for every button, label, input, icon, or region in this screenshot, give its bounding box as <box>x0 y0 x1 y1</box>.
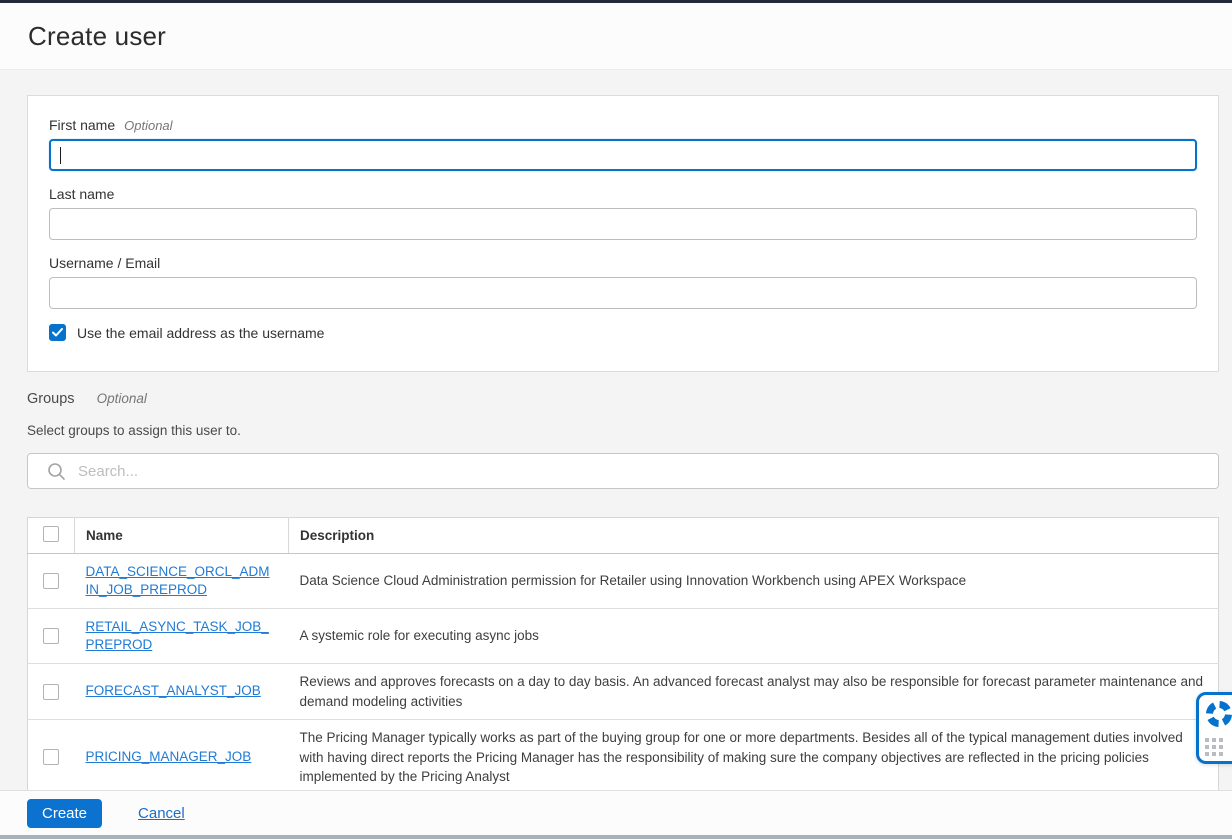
table-row <box>28 720 1219 796</box>
text-caret <box>60 147 61 164</box>
group-description: Reviews and approves forecasts on a day to day basis. An advanced forecast analyst may also be responsible for forecast parameter maintenance and demand modeling activities <box>289 664 1219 720</box>
help-widget-button[interactable] <box>1196 692 1232 764</box>
lifebuoy-icon <box>1205 700 1232 728</box>
create-button[interactable]: Create <box>27 799 102 828</box>
group-link[interactable]: DATA_SCIENCE_ORCL_ADMIN_JOB_PREPROD <box>85 563 270 597</box>
row-checkbox[interactable] <box>43 573 59 589</box>
select-all-header-cell <box>28 518 75 554</box>
groups-subtitle: Select groups to assign this user to. <box>27 423 241 438</box>
row-checkbox[interactable] <box>43 628 59 644</box>
last-name-input[interactable] <box>49 208 1197 240</box>
groups-table <box>27 517 1219 814</box>
window-bottom-edge <box>0 835 1232 839</box>
page-header <box>0 3 1232 70</box>
table-row <box>28 664 1219 720</box>
select-all-checkbox[interactable] <box>43 526 59 542</box>
group-link[interactable]: RETAIL_ASYNC_TASK_JOB_PREPROD <box>85 618 269 652</box>
username-input[interactable] <box>49 277 1197 309</box>
last-name-label: Last name <box>49 186 115 202</box>
name-column-header: Name <box>75 518 289 554</box>
last-name-field <box>49 186 1197 240</box>
email-as-username-checkbox[interactable] <box>49 324 66 341</box>
cancel-link[interactable]: Cancel <box>138 804 185 822</box>
first-name-label: First name <box>49 117 116 133</box>
first-name-optional-hint: Optional <box>124 118 173 133</box>
groups-title: Groups <box>27 391 75 407</box>
drag-handle-dots-icon[interactable] <box>1205 738 1223 756</box>
username-field <box>49 255 1197 309</box>
search-placeholder: Search... <box>78 462 139 480</box>
email-as-username-label: Use the email address as the username <box>77 324 325 341</box>
table-header-row <box>28 518 1219 554</box>
group-link[interactable]: PRICING_MANAGER_JOB <box>85 749 252 765</box>
table-row <box>28 609 1219 664</box>
email-as-username-row <box>49 324 1197 341</box>
search-icon <box>47 462 66 481</box>
group-description: A systemic role for executing async jobs <box>289 609 1219 664</box>
row-checkbox[interactable] <box>43 749 59 765</box>
group-description: The Pricing Manager typically works as part of the buying group for one or more departments. Besides all of the typical management duties involved with having direct reports the Pricing Manager has the responsibility of making sure the company objectives are reflected in the pricing policies implemented by the Pricing Analyst <box>289 720 1219 796</box>
first-name-input[interactable] <box>49 139 1197 171</box>
description-column-header: Description <box>289 518 1219 554</box>
action-footer <box>0 790 1232 835</box>
page-title: Create user <box>28 20 167 51</box>
group-link[interactable]: FORECAST_ANALYST_JOB <box>85 683 261 699</box>
row-checkbox[interactable] <box>43 684 59 700</box>
group-search-input[interactable] <box>27 453 1219 489</box>
groups-optional-hint: Optional <box>96 391 147 406</box>
group-description: Data Science Cloud Administration permission for Retailer using Innovation Workbench using APEX Workspace <box>289 554 1219 609</box>
user-details-card <box>27 95 1219 372</box>
first-name-field <box>49 117 1197 171</box>
check-icon <box>52 328 63 337</box>
table-row <box>28 554 1219 609</box>
username-label: Username / Email <box>49 255 161 271</box>
groups-section-header <box>27 391 1232 407</box>
